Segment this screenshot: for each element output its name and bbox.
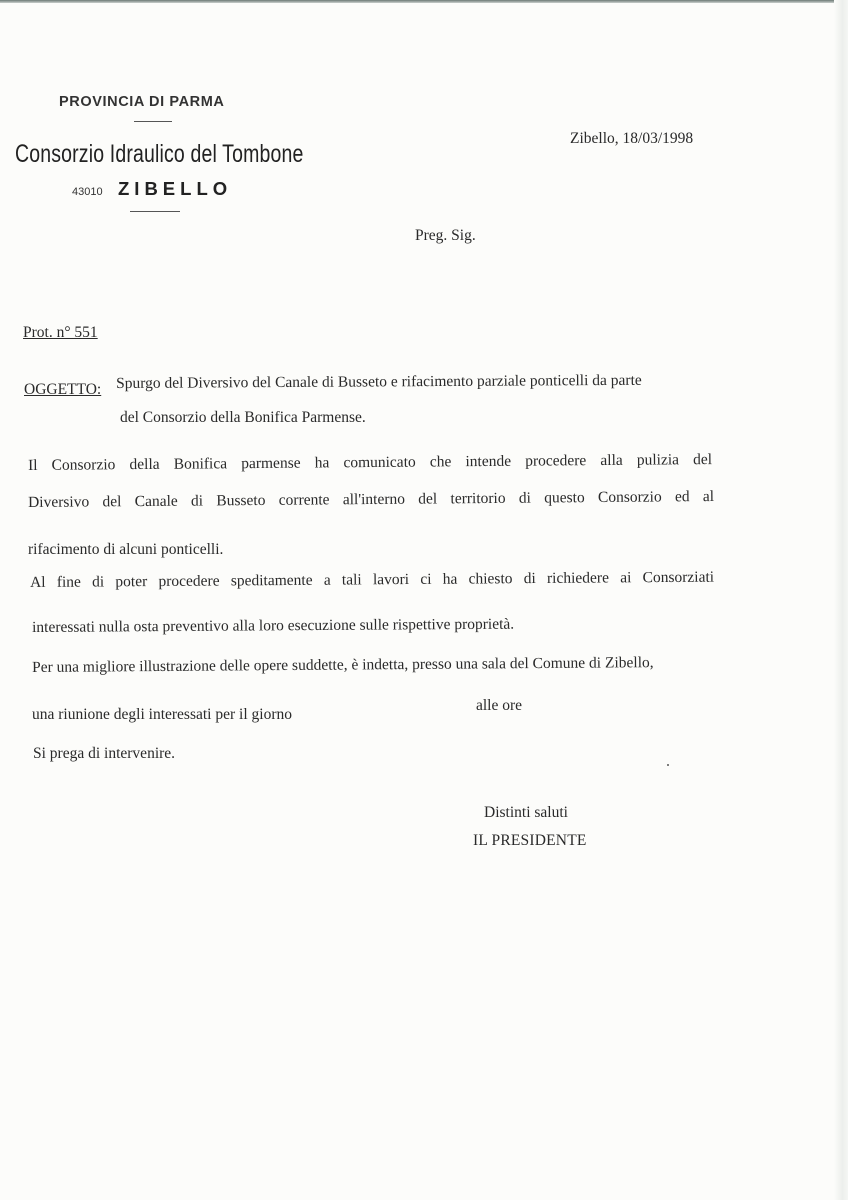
letterhead-province: PROVINCIA DI PARMA [59,94,225,110]
body-line-2: Diversivo del Canale di Busseto corrente all'interno del territorio di questo Consorzio ed al [28,488,715,511]
body-line-1: Il Consorzio della Bonifica parmense ha comunicato che intende procedere alla pulizia del [28,451,713,474]
letterhead-postal-code: 43010 [72,186,103,198]
scan-right-edge [834,0,848,1200]
letter-date: Zibello, 18/03/1998 [570,130,694,147]
scan-speck [667,764,669,766]
closing-greeting: Distinti saluti [484,804,568,821]
letter-recipient: Preg. Sig. [415,227,476,244]
meeting-time-label: alle ore [476,697,523,714]
letterhead-city: ZIBELLO [118,178,233,199]
body-line-3: rifacimento di alcuni ponticelli. [28,541,224,558]
subject-line-1: Spurgo del Diversivo del Canale di Busseto e rifacimento parziale ponticelli da parte [116,371,642,392]
subject-label: OGGETTO: [24,381,102,398]
subject-line-2: del Consorzio della Bonifica Parmense. [120,409,366,426]
scan-top-edge [0,0,848,3]
body-line-8: Si prega di intervenire. [33,745,176,762]
letterhead-organization: Consorzio Idraulico del Tombone [15,140,304,168]
letterhead-divider-top [134,121,172,122]
body-line-6: Per una migliore illustrazione delle opere suddette, è indetta, presso una sala del Comune di Zibello, [32,654,654,676]
closing-signatory: IL PRESIDENTE [473,832,587,849]
body-line-5: interessati nulla osta preventivo alla loro esecuzione sulle rispettive proprietà. [32,615,515,636]
protocol-number: Prot. n° 551 [23,324,98,341]
body-line-7: una riunione degli interessati per il giorno [32,706,292,723]
letterhead-divider-bottom [130,211,180,212]
body-line-4: Al fine di poter procedere speditamente a tali lavori ci ha chiesto di richiedere ai Consorziati [30,568,715,591]
